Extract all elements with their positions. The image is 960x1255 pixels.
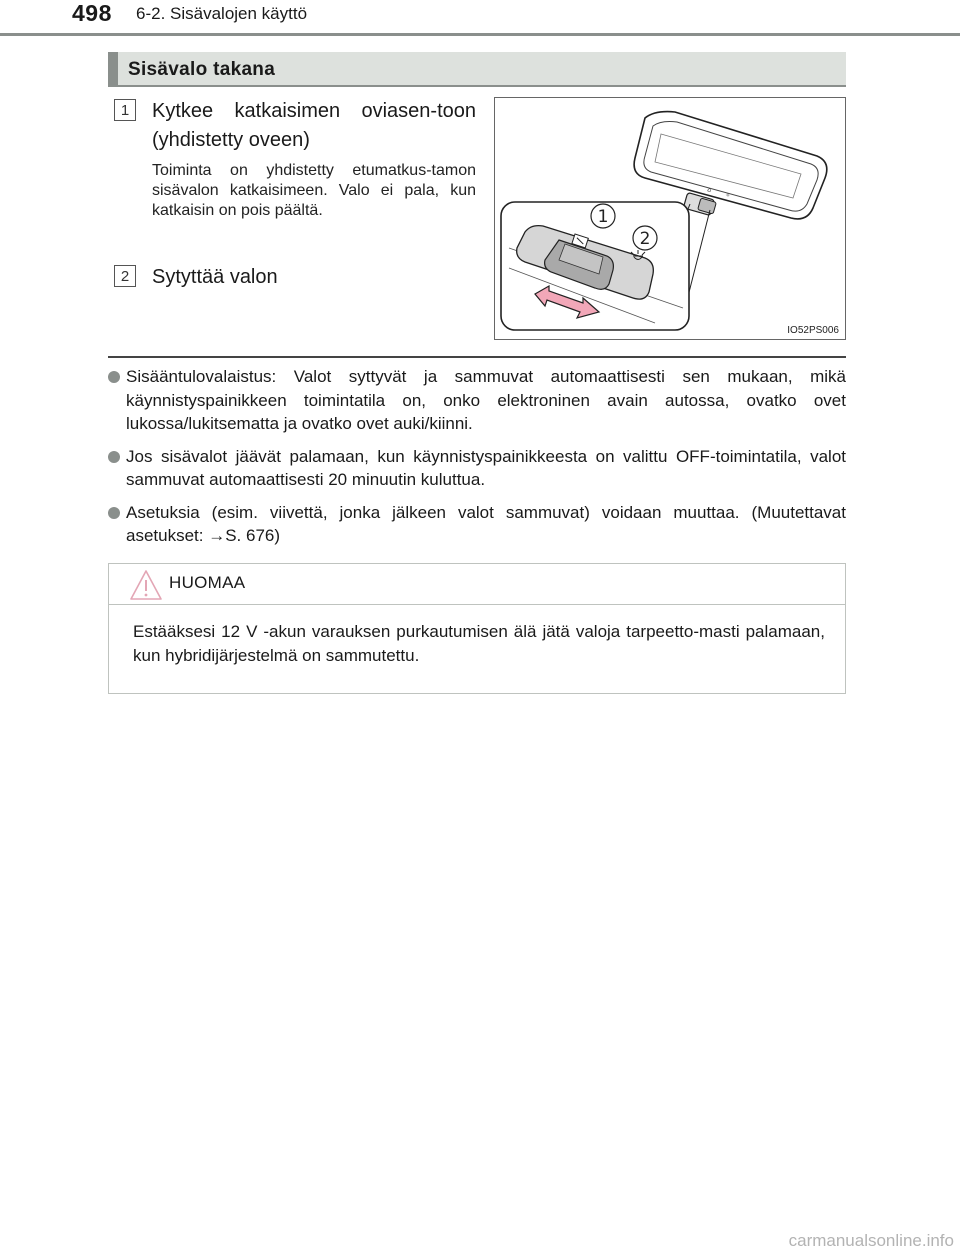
list-item bbox=[108, 365, 846, 436]
bullet-text: Sisääntulovalaistus: Valot syttyvät ja sammuvat automaattisesti sen mukaan, mikä käynnistyspainikkeen toimintatila on, onko elektroninen avain autossa, ovatko ovet lukossa/lukitsematta ja ovatko ovet auki/kiinni. bbox=[126, 367, 846, 433]
notice-box bbox=[108, 563, 846, 694]
watermark: carmanualsonline.info bbox=[788, 1231, 954, 1250]
notice-body: Estääksesi 12 V -akun varauksen purkautumisen älä jätä valoja tarpeetto-masti palamaan, kun hybridijärjestelmä on sammutettu. bbox=[133, 622, 825, 665]
list-item bbox=[108, 445, 846, 492]
step-title: Kytkee katkaisimen oviasen-toon (yhdistetty oveen) bbox=[152, 100, 476, 151]
step-title: Sytyttää valon bbox=[152, 266, 278, 288]
callout-1: 1 bbox=[597, 207, 609, 227]
section-divider bbox=[108, 356, 846, 358]
step-item-1 bbox=[108, 97, 478, 257]
section-heading-bar bbox=[108, 52, 846, 87]
notice-title: HUOMAA bbox=[169, 573, 246, 592]
page-header bbox=[0, 0, 960, 36]
bullet-text: Jos sisävalot jäävät palamaan, kun käynnistyspainikkeesta on valittu OFF-toimintatila, valot sammuvat automaattisesti 20 minuutin kuluttua. bbox=[126, 446, 846, 489]
rear-interior-light-drawing bbox=[495, 98, 846, 340]
warning-triangle-icon bbox=[129, 569, 163, 601]
header-rule bbox=[0, 33, 960, 36]
section-heading: Sisävalo takana bbox=[128, 59, 276, 80]
list-item bbox=[108, 501, 846, 548]
callout-2: 2 bbox=[639, 229, 651, 249]
chapter-section-title: 6-2. Sisävalojen käyttö bbox=[136, 4, 308, 23]
step-number-badge: 2 bbox=[114, 265, 136, 287]
info-bullet-list bbox=[108, 365, 846, 557]
step-description: Toiminta on yhdistetty etumatkus-tamon sisävalon katkaisimeen. Valo ei pala, kun katkaisin on pois päältä. bbox=[152, 162, 476, 219]
step-number-badge: 1 bbox=[114, 99, 136, 121]
figure-code: IO52PS006 bbox=[787, 325, 839, 336]
notice-header bbox=[109, 564, 845, 605]
bullet-dot-icon bbox=[108, 507, 120, 519]
bullet-dot-icon bbox=[108, 451, 120, 463]
step-item-2 bbox=[108, 263, 478, 295]
page-number: 498 bbox=[72, 0, 112, 26]
bullet-text: Asetuksia (esim. viivettä, jonka jälkeen valot sammuvat) voidaan muuttaa. (Muutettavat asetukset: →S. 676) bbox=[126, 502, 846, 545]
svg-text:☼: ☼ bbox=[724, 192, 731, 200]
bullet-dot-icon bbox=[108, 371, 120, 383]
section-bar-accent bbox=[108, 52, 118, 85]
svg-text:⌂: ⌂ bbox=[706, 186, 713, 194]
switch-illustration bbox=[494, 97, 846, 340]
